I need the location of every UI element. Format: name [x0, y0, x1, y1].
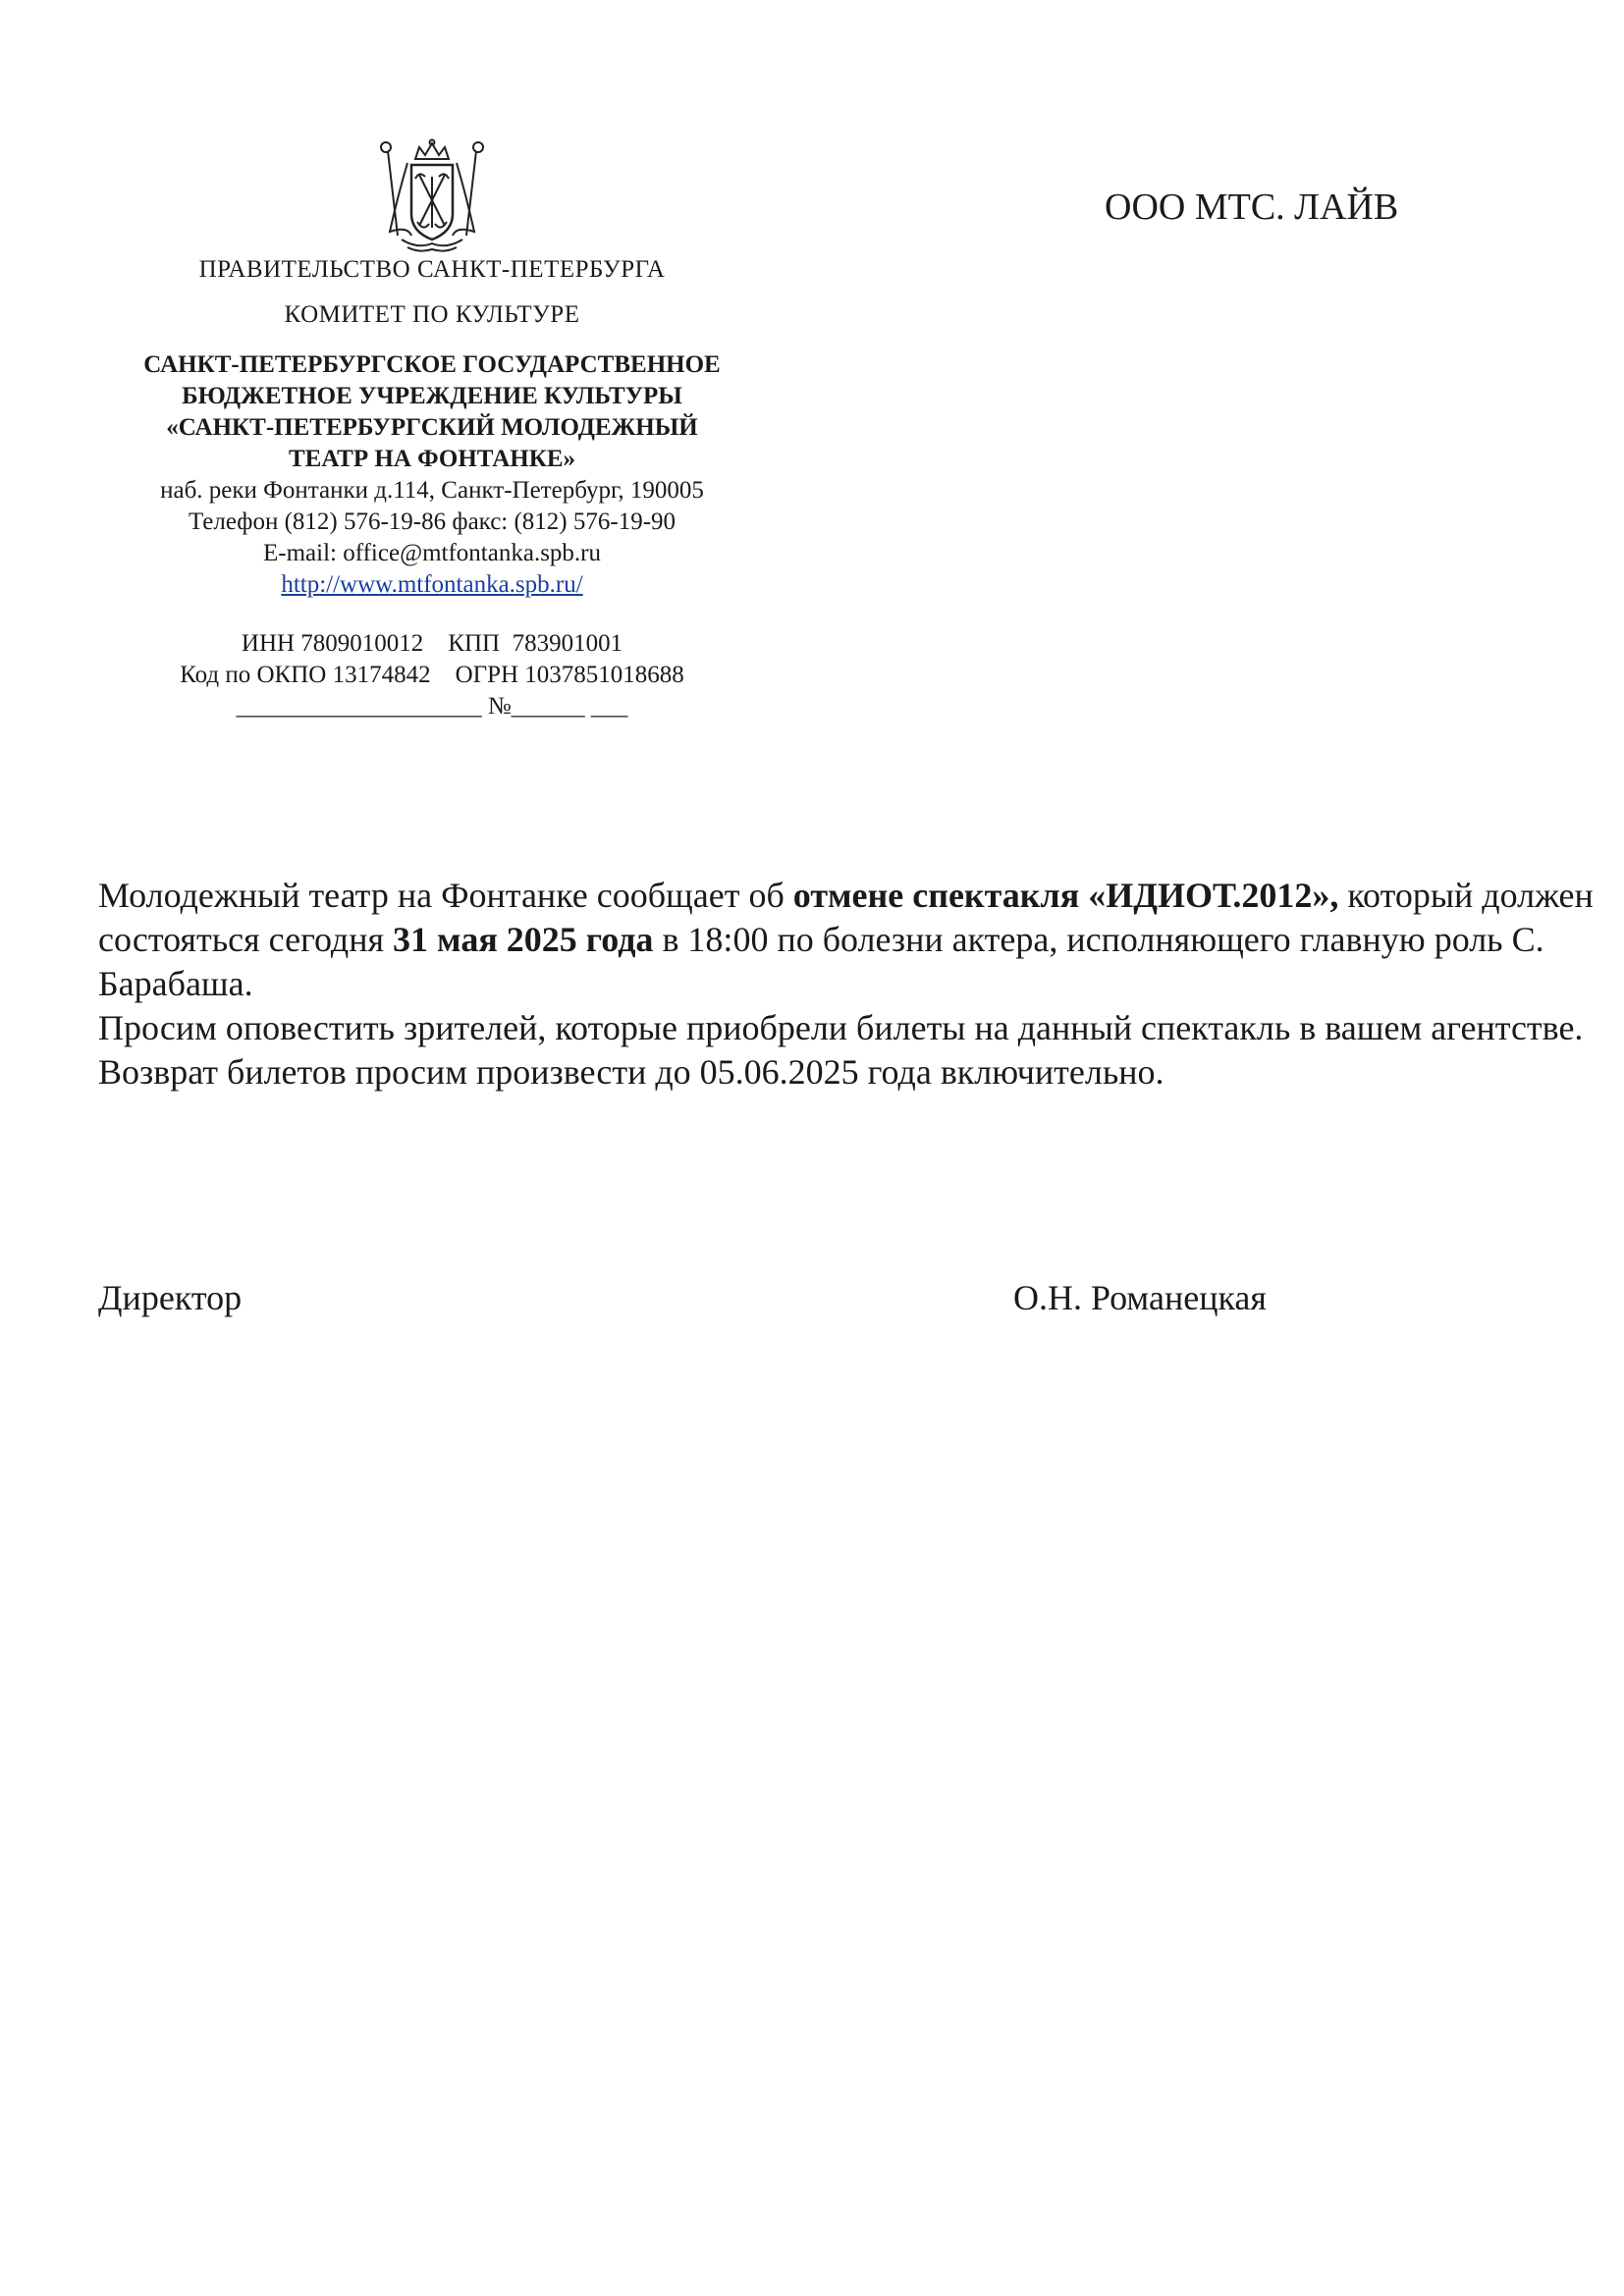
- body-text: Молодежный театр на Фонтанке сообщает об: [98, 876, 793, 915]
- recipient: ООО МТС. ЛАЙВ: [1105, 187, 1399, 228]
- org-line: БЮДЖЕТНОЕ УЧРЕЖДЕНИЕ КУЛЬТУРЫ: [182, 383, 682, 409]
- email: E-mail: office@mtfontanka.spb.ru: [263, 540, 601, 566]
- okpo-ogrn: Код по ОКПО 13174842 ОГРН 1037851018688: [180, 662, 684, 688]
- body-bold-text: отмене спектакля «ИДИОТ.2012»,: [792, 876, 1339, 915]
- body-text: который должен состояться сегодня: [98, 876, 1594, 959]
- body-paragraph: [98, 874, 1610, 1006]
- inn-kpp: ИНН 7809010012 КПП 783901001: [241, 630, 623, 657]
- letter-body: [98, 874, 1610, 1095]
- website-link[interactable]: http://www.mtfontanka.spb.ru/: [281, 571, 583, 598]
- registration-number-line: ____________________ №______ ___: [236, 693, 628, 720]
- coat-of-arms-icon: [368, 137, 496, 255]
- org-line: САНКТ-ПЕТЕРБУРГСКОЕ ГОСУДАРСТВЕННОЕ: [143, 351, 721, 378]
- body-text: в 18:00 по болезни актера, исполняющего главную роль С. Барабаша.: [98, 920, 1544, 1003]
- org-line: «САНКТ-ПЕТЕРБУРГСКИЙ МОЛОДЕЖНЫЙ: [166, 414, 698, 441]
- phone-fax: Телефон (812) 576-19-86 факс: (812) 576-19-90: [188, 508, 677, 535]
- address: наб. реки Фонтанки д.114, Санкт-Петербург, 190005: [160, 477, 704, 504]
- signature-title: Директор: [98, 1278, 243, 1317]
- letterhead: [88, 137, 776, 722]
- body-paragraph: Возврат билетов просим произвести до 05.06.2025 года включительно.: [98, 1052, 1164, 1092]
- government-name: ПРАВИТЕЛЬСТВО САНКТ-ПЕТЕРБУРГА: [198, 256, 666, 283]
- body-paragraph: Просим оповестить зрителей, которые приобрели билеты на данный спектакль в вашем агентстве.: [98, 1008, 1584, 1047]
- organization-name: [88, 349, 776, 475]
- org-line: ТЕАТР НА ФОНТАНКЕ»: [288, 446, 576, 472]
- body-bold-date: 31 мая 2025 года: [393, 920, 654, 959]
- committee-name: КОМИТЕТ ПО КУЛЬТУРЕ: [284, 301, 580, 328]
- signature-name: О.Н. Романецкая: [1013, 1278, 1267, 1317]
